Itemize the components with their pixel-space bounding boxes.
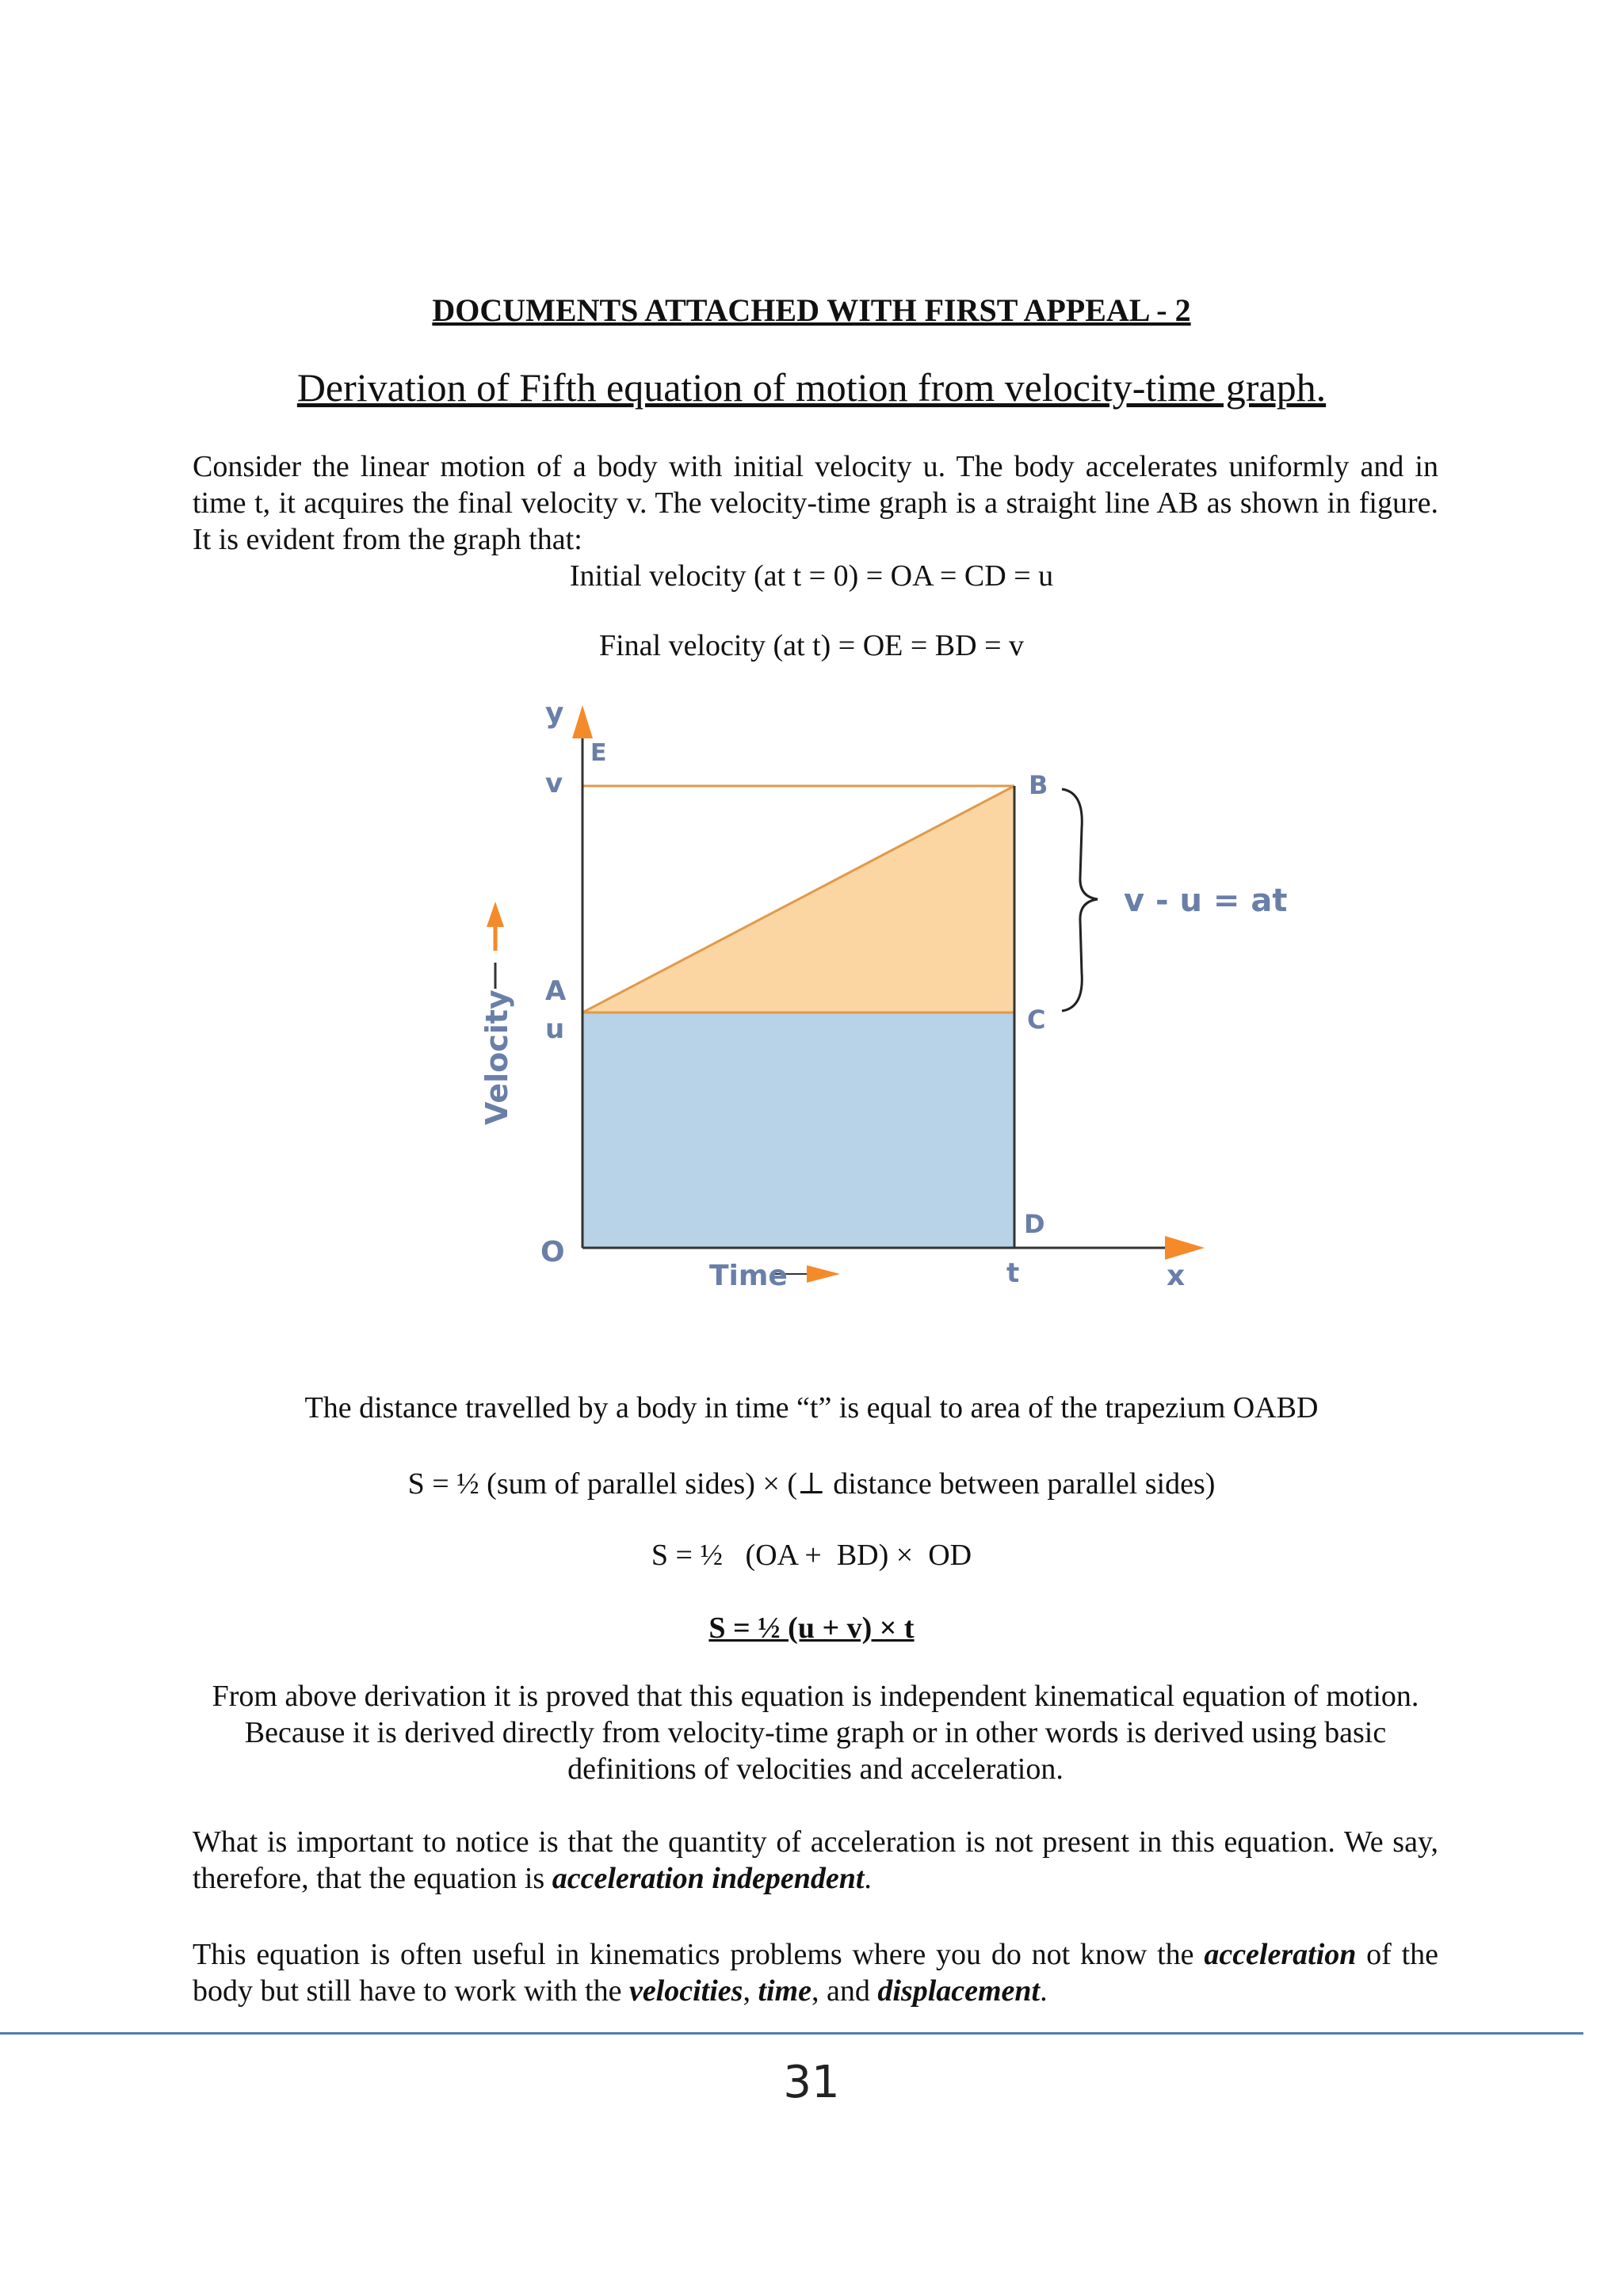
label-A: A: [545, 975, 567, 1007]
formula-final-wrap: [0, 1610, 1623, 1646]
formula-2: S = ½ (OA + BD) × OD: [651, 1539, 972, 1572]
label-u: u: [545, 1013, 565, 1045]
distance-statement: The distance travelled by a body in time “t” is equal to area of the trapezium OABD: [304, 1391, 1319, 1425]
initial-velocity-line: Initial velocity (at t = 0) = OA = CD = u: [569, 559, 1054, 593]
formula-final: S = ½ (u + v) × t: [708, 1611, 915, 1645]
page-title: Derivation of Fifth equation of motion from velocity-time graph.: [296, 365, 1327, 410]
important-end: .: [864, 1862, 872, 1895]
important-paragraph: [193, 1824, 1438, 1897]
important-emphasis: acceleration independent: [552, 1862, 865, 1895]
label-t: t: [1006, 1257, 1020, 1289]
label-v: v: [545, 768, 563, 799]
formula-1: S = ½ (sum of parallel sides) × (⊥ distance between parallel sides): [407, 1467, 1216, 1501]
x-axis-letter: x: [1167, 1260, 1186, 1292]
intro-paragraph: Consider the linear motion of a body with initial velocity u. The body accelerates uniformly and in time t, it acquires the final velocity v. The velocity-time graph is a straight line AB as shown in figure. It is evident from the graph that:: [193, 450, 1438, 556]
label-O: O: [540, 1236, 565, 1268]
conclusion-paragraph: From above derivation it is proved that this equation is independent kinematical equation of motion. Because it is derived directly from velocity-time graph or in other words is derived using basic definitions of velocities and acceleration.: [212, 1680, 1419, 1786]
useful-emph-acceleration: acceleration: [1204, 1938, 1357, 1971]
useful-text-2: of the body but still have to work with the: [193, 1938, 1439, 2008]
useful-text-3: ,: [743, 1974, 758, 2008]
document-heading: DOCUMENTS ATTACHED WITH FIRST APPEAL - 2: [432, 292, 1191, 328]
blue-rectangle-region: [582, 1013, 1014, 1248]
useful-paragraph: [193, 1936, 1438, 2009]
final-velocity-line: Final velocity (at t) = OE = BD = v: [598, 629, 1025, 662]
important-text: What is important to notice is that the quantity of acceleration is not present in this equation. We say, therefore, that the equation is: [193, 1825, 1438, 1895]
label-D: D: [1024, 1209, 1045, 1239]
y-axis-title: Velocity: [479, 990, 514, 1125]
footer-divider: [0, 2032, 1583, 2035]
useful-text-4: , and: [811, 1974, 878, 2008]
useful-text-1: This equation is often useful in kinematics problems where you do not know the: [193, 1938, 1205, 1971]
brace-label: v - u = at: [1124, 883, 1288, 919]
label-E: E: [590, 739, 607, 767]
velocity-time-graph: [452, 689, 1288, 1315]
x-axis-title: Time: [709, 1260, 788, 1292]
y-axis-letter: y: [545, 697, 564, 730]
y-axis-arrowhead: [572, 705, 593, 738]
velocity-arrow-head: [487, 902, 504, 927]
brace: [1062, 789, 1098, 1011]
x-axis-arrowhead: [1165, 1236, 1205, 1260]
label-B: B: [1029, 770, 1048, 800]
useful-emph-velocities: velocities: [628, 1974, 743, 2008]
useful-text-5: .: [1040, 1974, 1048, 2008]
page-number: 31: [783, 2057, 840, 2108]
label-C: C: [1027, 1005, 1046, 1035]
time-arrow-head: [807, 1265, 840, 1283]
useful-emph-displacement: displacement: [877, 1974, 1041, 2008]
useful-emph-time: time: [758, 1974, 812, 2008]
